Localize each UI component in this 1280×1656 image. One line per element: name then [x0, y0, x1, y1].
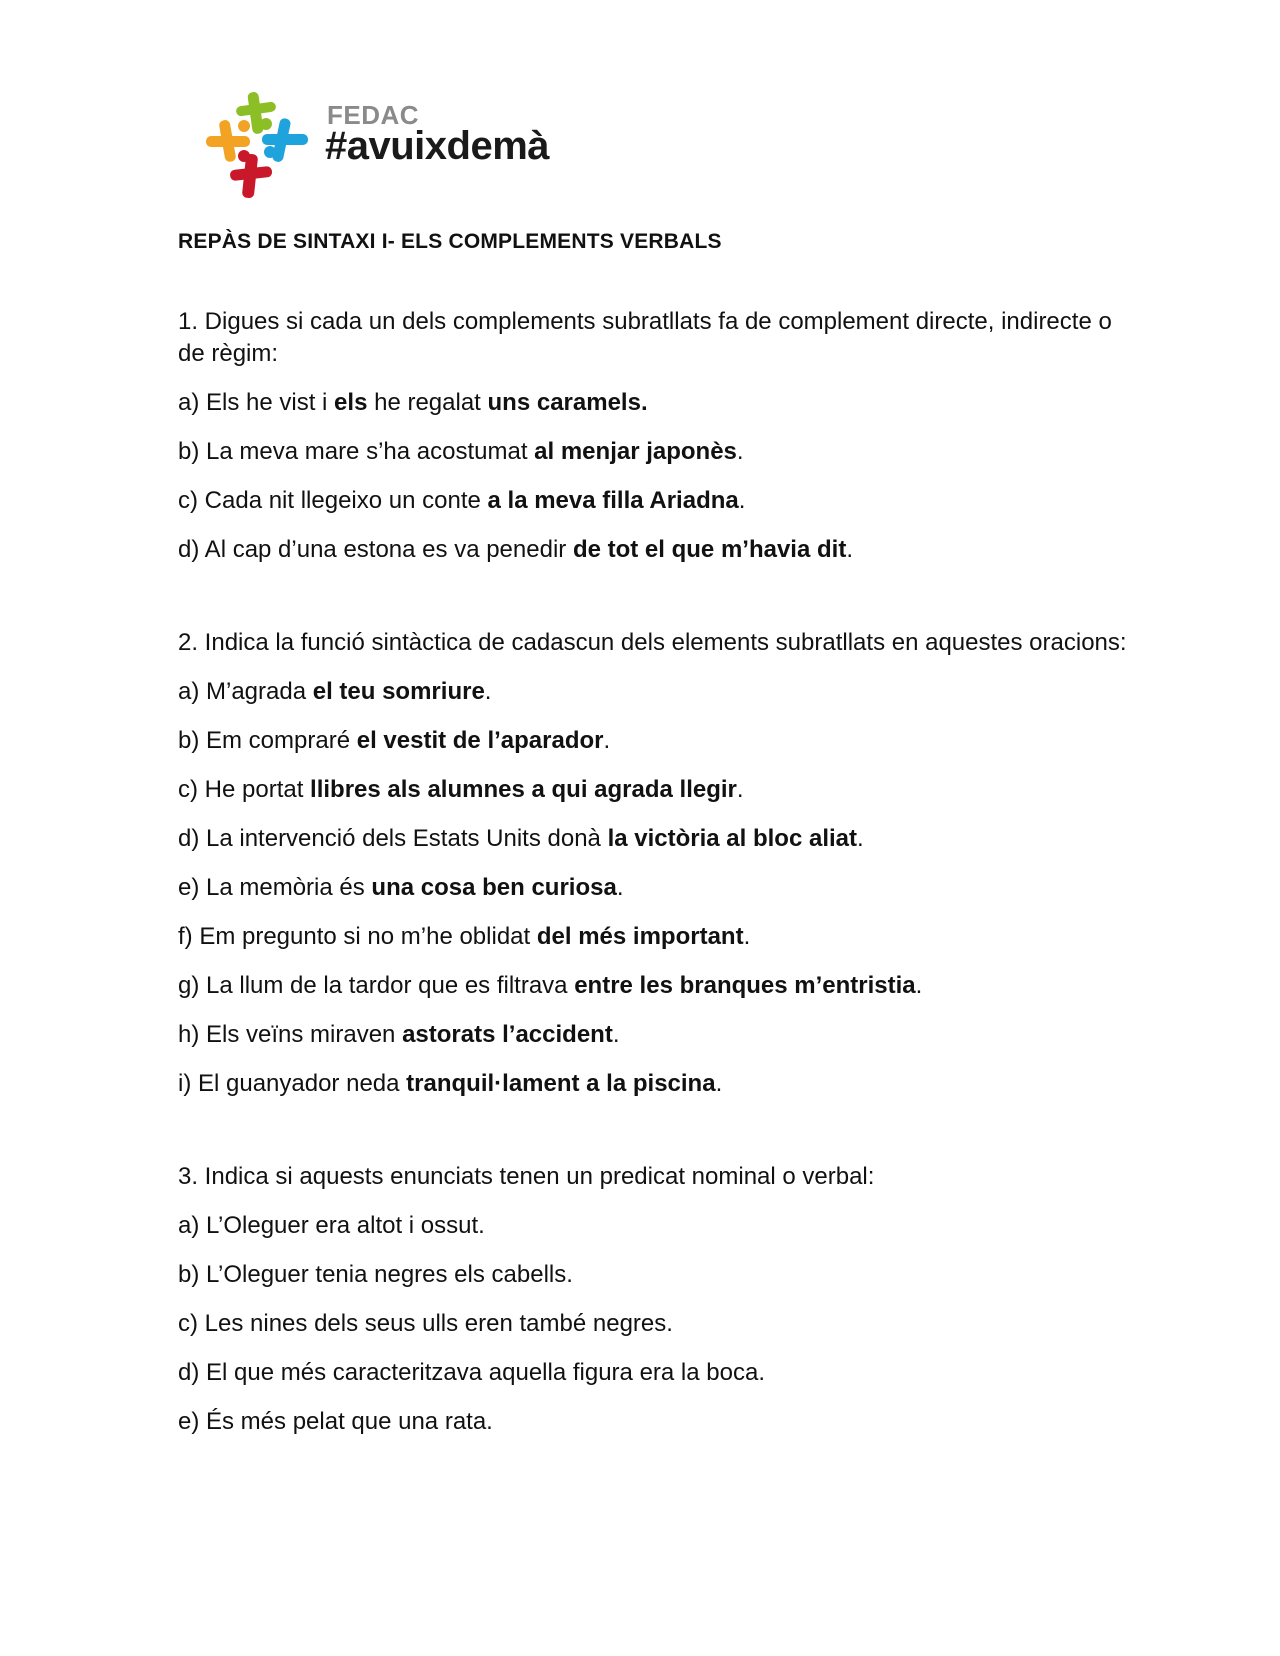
logo-org-name: FEDAC	[327, 100, 420, 130]
list-item: e) La memòria és una cosa ben curiosa.	[178, 874, 624, 901]
list-item: b) Em compraré el vestit de l’aparador.	[178, 727, 611, 754]
fedac-people-icon	[200, 90, 325, 202]
list-item: a) M’agrada el teu somriure.	[178, 678, 492, 705]
list-item: c) Cada nit llegeixo un conte a la meva filla Ariadna.	[178, 487, 746, 514]
list-item: d) Al cap d’una estona es va penedir de tot el que m’havia dit.	[178, 536, 853, 563]
page-title: REPÀS DE SINTAXI I- ELS COMPLEMENTS VERBALS	[178, 230, 722, 253]
fedac-logo	[200, 90, 590, 202]
section-3	[178, 1161, 1128, 1438]
list-item: c) Les nines dels seus ulls eren també negres.	[178, 1310, 673, 1337]
section-heading: 2. Indica la funció sintàctica de cadascun dels elements subratllats en aquestes oracions:	[178, 629, 1127, 656]
list-item: g) La llum de la tardor que es filtrava entre les branques m’entristia.	[178, 972, 923, 999]
exercise-content	[178, 306, 1128, 1455]
list-item: a) Els he vist i els he regalat uns caramels.	[178, 389, 648, 416]
list-item: h) Els veïns miraven astorats l’accident.	[178, 1021, 620, 1048]
logo-tagline: #avuixdemà	[325, 124, 550, 168]
list-item: b) La meva mare s’ha acostumat al menjar japonès.	[178, 438, 744, 465]
list-item: f) Em pregunto si no m’he oblidat del més important.	[178, 923, 751, 950]
section-heading: 1. Digues si cada un dels complements subratllats fa de complement directe, indirecte o de règim:	[178, 308, 1112, 367]
list-item: a) L’Oleguer era altot i ossut.	[178, 1212, 485, 1239]
list-item: c) He portat llibres als alumnes a qui agrada llegir.	[178, 776, 744, 803]
list-item: i) El guanyador neda tranquil·lament a la piscina.	[178, 1070, 723, 1097]
section-2	[178, 627, 1128, 1100]
list-item: b) L’Oleguer tenia negres els cabells.	[178, 1261, 573, 1288]
list-item: e) És més pelat que una rata.	[178, 1408, 493, 1435]
list-item: d) La intervenció dels Estats Units donà la victòria al bloc aliat.	[178, 825, 864, 852]
section-1	[178, 306, 1128, 566]
section-heading: 3. Indica si aquests enunciats tenen un predicat nominal o verbal:	[178, 1163, 875, 1190]
list-item: d) El que més caracteritzava aquella figura era la boca.	[178, 1359, 765, 1386]
